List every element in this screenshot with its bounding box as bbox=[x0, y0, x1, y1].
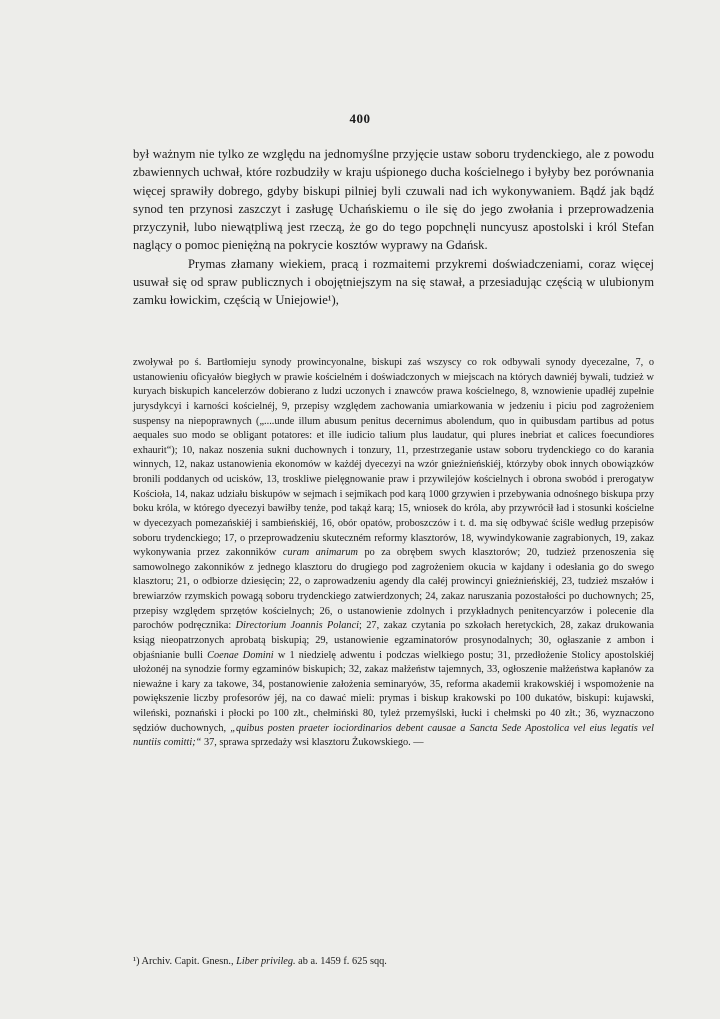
main-text bbox=[133, 145, 654, 310]
main-paragraph-2: Prymas złamany wiekiem, pracą i rozmaitemi przykremi doświadczeniami, coraz więcej usuwał się od spraw publicznych i obojętniejszym na się stawał, a przesiadując częścią w ulubionym zamku łowickim, częścią w Uniejowie¹), bbox=[133, 256, 654, 308]
footnote-marker: ¹) bbox=[133, 956, 140, 967]
page-number: 400 bbox=[349, 111, 371, 126]
continuation-text-2: po za obrębem swych klasztorów; 20, tudzież przenoszenia się samowolnego zakonników z jednego klasztoru do drugiego pod zagrożeniem okucia w kajdany i odesłania go do swego klasztoru; 21, o odbiorze dziesięcin; 22, o zaprowadzeniu agendy dla całéj prowincyi gnieźnieńskiéj, 23, tudzież mszałów i brewiarzów rzymskich powagą soboru trydenckiego zatwierdzonych; 24, zakaz naruszania pozostałości po duchownych; 25, przepisy względem sprzętów kościelnych; 26, o ustanowienie zdolnych i przykładnych penitencyarzów i polecenie dla parochów podręcznika: bbox=[133, 547, 655, 632]
footnote-italic: Liber privileg. bbox=[236, 956, 296, 967]
footnote-text-1: Archiv. Capit. Gnesn., bbox=[139, 956, 237, 967]
continuation-italic-2: Directorium Joannis Polanci bbox=[235, 620, 360, 632]
continuation-text-3: ; 27, zakaz czytania po szkołach heretyckich, 28, zakaz drukowania ksiąg nieopatrzonych aprobatą biskupią; 29, ustanowienie egzaminatorów prosynodalnych; 30, ogłaszanie z ambon i objaśnianie bulli bbox=[133, 620, 655, 661]
footnote-text-2: ab a. 1459 f. 625 sqq. bbox=[295, 956, 387, 967]
footnote-continuation bbox=[133, 356, 654, 751]
continuation-text-5: 37, sprawa sprzedaży wsi klasztoru Żukowskiego. — bbox=[201, 737, 424, 749]
main-paragraph-1: był ważnym nie tylko ze względu na jednomyślne przyjęcie ustaw soboru trydenckiego, ale z powodu zbawiennych uchwał, które rozbudziły w kraju uśpionego ducha kościelnego i byłyby bez porównania więcej sprawiły dobrego, gdyby biskupi pilniej byli czuwali nad ich wykonywaniem. Bądź jak bądź synod ten przynosi zaszczyt i zasługę Uchańskiemu o ile się do jego zwołania i przeprowadzenia przyczynił, lubo niewątpliwą jest rzeczą, że go do tego popchnęli nuncyusz apostolski i król Stefan naglący o pomoc pieniężną na pokrycie kosztów wyprawy na Gdańsk. bbox=[133, 147, 654, 253]
continuation-text-1: zwoływał po ś. Bartłomieju synody prowincyonalne, biskupi zaś wszyscy co rok odbywali synody dyecezalne, 7, o ustanowieniu oficyałów biegłych w prawie kościelném i doświadczonych w miejscach na których dawniéj bywali, tudzież w kuryach biskupich kancelerzów dobierano z ludzi uczonych i znawców prawa kościelnego, 8, wznowienie upadłéj zupełnie jurysdykcyi i karności kościelnéj, 9, przepisy względem zachowania umiarkowania w jedzeniu i piciu pod zagrożeniem suspensy na niepoprawnych („....unde illum abusum penitus decernimus abolendum, quo in quibusdam partibus ad potus aequales suo modo se obligant potatores: et ille iudicio talium plus laudatur, qui plures inebriat et calices foecundiores exhaurit“); 10, nakaz noszenia sukni duchownych i tonzury, 11, przestrzeganie ustaw soboru trydenckiego co do karania winnych, 12, nakaz ustanowienia ekonomów w każdéj dyecezyi na wzór gnieźnieńskiéj, którzyby obok innych obowiązków bronili poddanych od ucisków, 13, troskliwe pielęgnowanie praw i przywilejów kościelnych i obrona swobód i prerogatyw Kościoła, 14, nakaz udziału biskupów w sejmach i sejmikach pod karą 1000 grzywien i przebywania odnośnego biskupa przy boku króla, w którego dyecezyi bawiłby tenże, pod takąż karą; 15, wniosek do króla, aby przywrócił ład i stosunki kościelne w dyecezyach pomezańskiéj i sambieńskiéj, 16, obór opatów, proboszczów i t. d. ma się odbywać ściśle według przepisów soboru trydenckiego; 17, o przeprowadzeniu skuteczném reformy klasztorów, 18, wywindykowanie zagrabionych, 19, zakaz wykonywania przez zakonników bbox=[133, 357, 654, 559]
continuation-italic-1: curam animarum bbox=[282, 547, 358, 559]
footnote bbox=[133, 955, 654, 970]
continuation-text-4: w 1 niedzielę adwentu i podczas wielkiego postu; 31, przedłożenie Stolicy apostolskiéj ułożonéj na synodzie formy egzaminów biskupich; 32, zakaz małżeństw tajemnych, 33, ogłoszenie małżeństwa kapłanów za nieważne i kary za takowe, 34, postanowienie założenia seminaryów, 35, reforma akademii krakowskiéj i wspomożenie na powiększenie liczby profesorów jéj, na co dawać mieli: prymas i biskup krakowski po 100 dukatów, biskupi: kujawski, wileński, poznański i płocki po 100 złt., chełmiński 80, tyleż przemyślski, łucki i chełmski po 40 złt.; 36, wyznaczono sędziów duchownych, bbox=[133, 649, 655, 734]
footnote-continuation-paragraph bbox=[133, 356, 654, 751]
continuation-italic-4: „quibus posten praeter iociordinarios debent causae a Sancta Sede Apostolica vel eius legatis vel nuntiis comitti;“ bbox=[133, 722, 654, 749]
continuation-italic-3: Coenae Domini bbox=[207, 649, 274, 661]
